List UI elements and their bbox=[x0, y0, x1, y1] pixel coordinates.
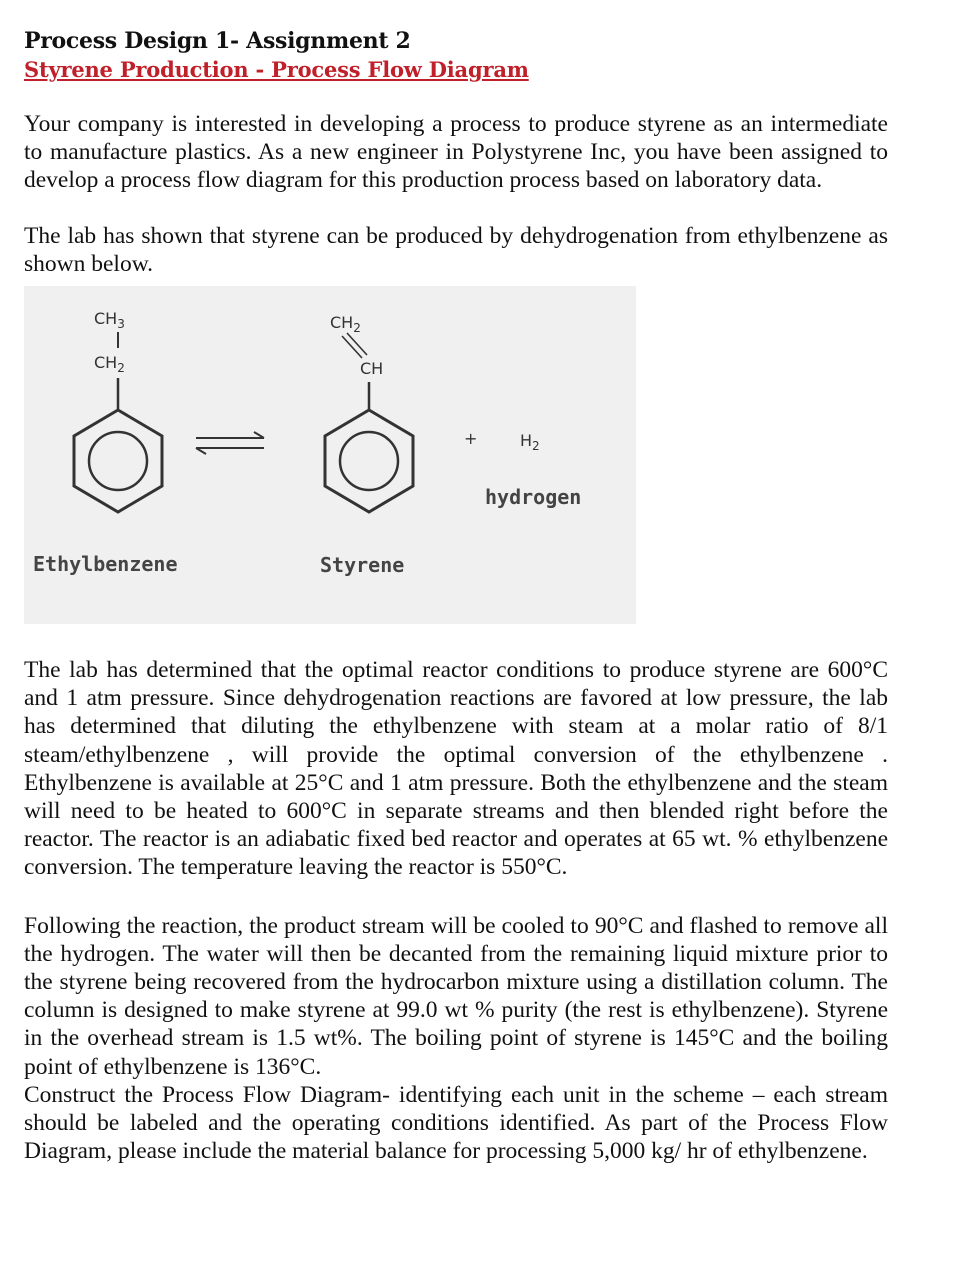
st-aromatic-circle bbox=[340, 432, 398, 490]
styrene-label: Styrene bbox=[320, 553, 405, 578]
h2-formula: $H_2$ bbox=[520, 431, 540, 454]
styrene-molecule bbox=[325, 313, 413, 512]
eb-benzene-ring bbox=[74, 410, 162, 512]
plus-sign: + bbox=[464, 429, 478, 449]
document-title: Process Design 1- Assignment 2 bbox=[24, 28, 411, 54]
reaction-scheme-drawing bbox=[24, 286, 636, 624]
st-ch-label: CH bbox=[360, 359, 384, 379]
eb-ch2-label: $CH_2$ bbox=[94, 353, 125, 376]
reaction-scheme bbox=[24, 286, 636, 624]
st-ch2-label: $CH_2$ bbox=[330, 313, 361, 336]
ethylbenzene-label: Ethylbenzene bbox=[33, 552, 178, 577]
equilibrium-arrows bbox=[196, 432, 264, 454]
document-page bbox=[24, 26, 888, 1165]
document-subtitle: Styrene Production - Process Flow Diagram bbox=[24, 57, 529, 82]
st-benzene-ring bbox=[325, 410, 413, 512]
eb-ch3-label: $CH_3$ bbox=[94, 309, 125, 332]
paragraph-lab-reaction: The lab has shown that styrene can be produced by dehydrogenation from ethylbenzene as shown below. bbox=[24, 222, 888, 277]
eb-aromatic-circle bbox=[89, 432, 147, 490]
paragraph-separation: Following the reaction, the product stream will be cooled to 90°C and flashed to remove all the hydrogen. The water will then be decanted from the remaining liquid mixture prior to the styrene being recovered from the hydrocarbon mixture using a distillation column. The column is designed to make styrene at 99.0 wt % purity (the rest is ethylbenzene). Styrene in the overhead stream is 1.5 wt%. The boiling point of styrene is 145°C and the boiling point of ethylbenzene is 136°C. bbox=[24, 912, 888, 1080]
paragraph-task: Construct the Process Flow Diagram- identifying each unit in the scheme – each stream should be labeled and the operating conditions identified. As part of the Process Flow Diagram, please include the material balance for processing 5,000 kg/ hr of ethylbenzene. bbox=[24, 1081, 888, 1165]
paragraph-reactor-conditions: The lab has determined that the optimal reactor conditions to produce styrene are 600°C and 1 atm pressure. Since dehydrogenation reactions are favored at low pressure, the lab has determined that diluting the ethylbenzene with steam at a molar ratio of 8/1 steam/ethylbenzene , will provide the optimal conversion of the ethylbenzene . Ethylbenzene is available at 25°C and 1 atm pressure. Both the ethylbenzene and the steam will need to be heated to 600°C in separate streams and then blended right before the reactor. The reactor is an adiabatic fixed bed reactor and operates at 65 wt. % ethylbenzene conversion. The temperature leaving the reactor is 550°C. bbox=[24, 657, 888, 881]
hydrogen-label: hydrogen bbox=[485, 485, 582, 510]
paragraph-intro: Your company is interested in developing a process to produce styrene as an intermediate to manufacture plastics. As a new engineer in Polystyrene Inc, you have been assigned to develop a process flow diagram for this production process based on laboratory data. bbox=[24, 111, 888, 194]
ethylbenzene-molecule bbox=[74, 309, 162, 512]
